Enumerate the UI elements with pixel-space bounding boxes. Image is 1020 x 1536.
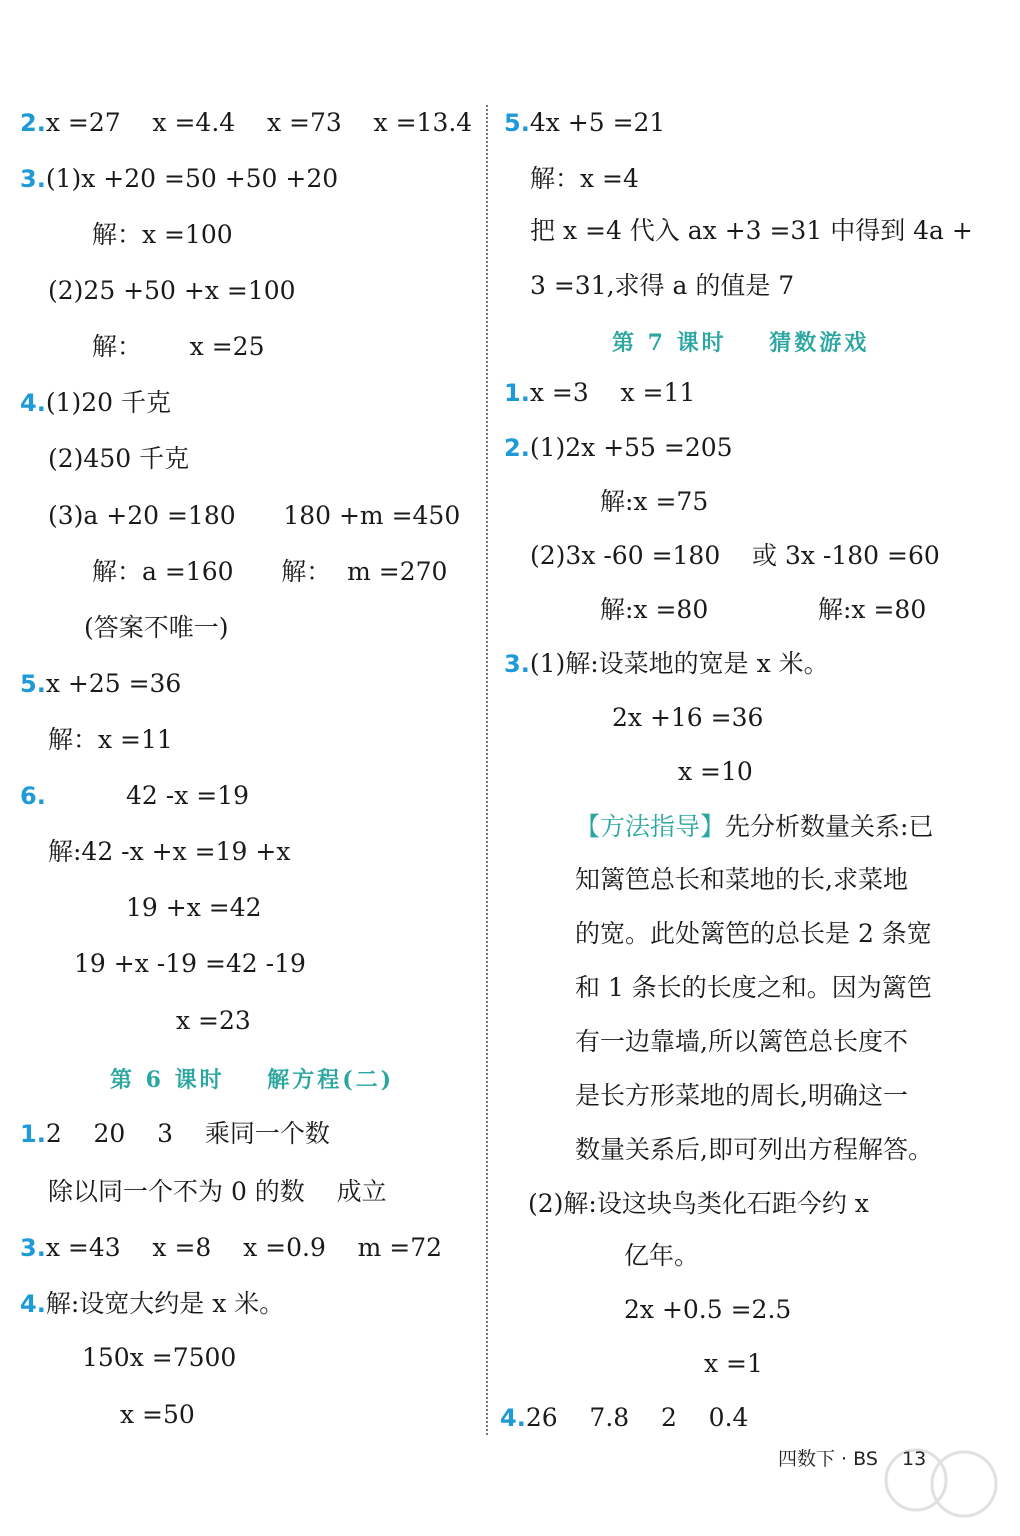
left-q3-line4: 解： x =25 bbox=[92, 332, 265, 361]
watermark-ring-2 bbox=[932, 1452, 996, 1516]
left-l6q4-line2: 150x =7500 bbox=[82, 1343, 237, 1372]
method-tip-label: 【方法指导】 bbox=[575, 812, 726, 841]
left-l6q4-line1: 4.解:设宽大约是 x 米。 bbox=[20, 1289, 285, 1318]
left-l6q1-line2: 除以同一个不为 0 的数 成立 bbox=[48, 1177, 387, 1206]
section-heading-lesson7: 第 7 课时 猜数游戏 bbox=[612, 330, 870, 356]
left-q3-line2: 解：x =100 bbox=[92, 220, 233, 249]
method-tip-line7: 数量关系后,即可列出方程解答。 bbox=[575, 1135, 933, 1164]
left-q4-line3: (3)a +20 =180 180 +m =450 bbox=[48, 501, 461, 530]
left-q6-line3: 19 +x =42 bbox=[126, 893, 262, 922]
right-l7q3-p2-line4: x =1 bbox=[704, 1349, 763, 1378]
right-l7q3-p2-line3: 2x +0.5 =2.5 bbox=[624, 1295, 792, 1324]
method-tip-line4: 和 1 条长的长度之和。因为篱笆 bbox=[575, 973, 932, 1002]
left-q6-line1: 42 -x =19 bbox=[126, 781, 250, 810]
right-l7q3-p2-line1: (2)解:设这块鸟类化石距今约 x bbox=[528, 1189, 869, 1218]
left-q3-line3: (2)25 +50 +x =100 bbox=[48, 276, 296, 305]
method-tip-line3: 的宽。此处篱笆的总长是 2 条宽 bbox=[575, 919, 932, 948]
right-q5-line4: 3 =31,求得 a 的值是 7 bbox=[530, 271, 795, 300]
left-q5-line2: 解：x =11 bbox=[48, 725, 173, 754]
left-l6q3: 3.x =43 x =8 x =0.9 m =72 bbox=[20, 1233, 443, 1262]
column-divider bbox=[486, 105, 488, 1435]
right-q5-line2: 解：x =4 bbox=[530, 164, 639, 193]
method-tip-line2: 知篱笆总长和菜地的长,求菜地 bbox=[575, 865, 908, 894]
left-l6q4-line3: x =50 bbox=[120, 1400, 195, 1429]
left-q6-line2: 解:42 -x +x =19 +x bbox=[48, 837, 291, 866]
right-l7q3-p2-line2: 亿年。 bbox=[624, 1241, 700, 1270]
method-tip-line1: 【方法指导】先分析数量关系:已 bbox=[575, 812, 934, 841]
left-q3-line1: 3.(1)x +20 =50 +50 +20 bbox=[20, 164, 339, 193]
left-q4-line4: 解：a =160 解： m =270 bbox=[92, 557, 448, 586]
right-l7q3-line1: 3.(1)解:设菜地的宽是 x 米。 bbox=[504, 649, 829, 678]
watermark-logo-icon bbox=[876, 1440, 1006, 1528]
right-l7q2-line4: 解:x =80 bbox=[600, 595, 709, 624]
right-l7q3-line2: 2x +16 =36 bbox=[612, 703, 764, 732]
right-q5-line3: 把 x =4 代入 ax +3 =31 中得到 4a + bbox=[530, 216, 973, 245]
page-footer: 四数下 · BS 13 bbox=[778, 1448, 927, 1470]
left-q4-line1: 4.(1)20 千克 bbox=[20, 388, 171, 417]
right-l7q1: 1.x =3 x =11 bbox=[504, 378, 696, 407]
section-heading-lesson6: 第 6 课时 解方程(二) bbox=[110, 1067, 395, 1093]
right-l7q2-line2: 解:x =75 bbox=[600, 487, 709, 516]
left-q2: 2.x =27 x =4.4 x =73 x =13.4 bbox=[20, 108, 473, 137]
right-q5-line1: 5.4x +5 =21 bbox=[504, 108, 666, 137]
left-l6q1-line1: 1.2 20 3 乘同一个数 bbox=[20, 1119, 330, 1148]
left-q5-line1: 5.x +25 =36 bbox=[20, 669, 182, 698]
left-q6-line4: 19 +x -19 =42 -19 bbox=[74, 949, 306, 978]
left-q4-line2: (2)450 千克 bbox=[48, 444, 190, 473]
left-q6-num: 6. bbox=[20, 782, 46, 810]
right-l7q2-line5: 解:x =80 bbox=[818, 595, 927, 624]
right-l7q2-line1: 2.(1)2x +55 =205 bbox=[504, 433, 733, 462]
method-tip-line5: 有一边靠墙,所以篱笆总长度不 bbox=[575, 1027, 908, 1056]
left-q4-line5: (答案不唯一) bbox=[84, 613, 229, 642]
right-l7q3-line3: x =10 bbox=[678, 757, 753, 786]
right-l7q4: 4.26 7.8 2 0.4 bbox=[500, 1403, 749, 1432]
right-l7q2-line3: (2)3x -60 =180 或 3x -180 =60 bbox=[530, 541, 940, 570]
left-q6-line5: x =23 bbox=[176, 1006, 251, 1035]
method-tip-line6: 是长方形菜地的周长,明确这一 bbox=[575, 1081, 908, 1110]
